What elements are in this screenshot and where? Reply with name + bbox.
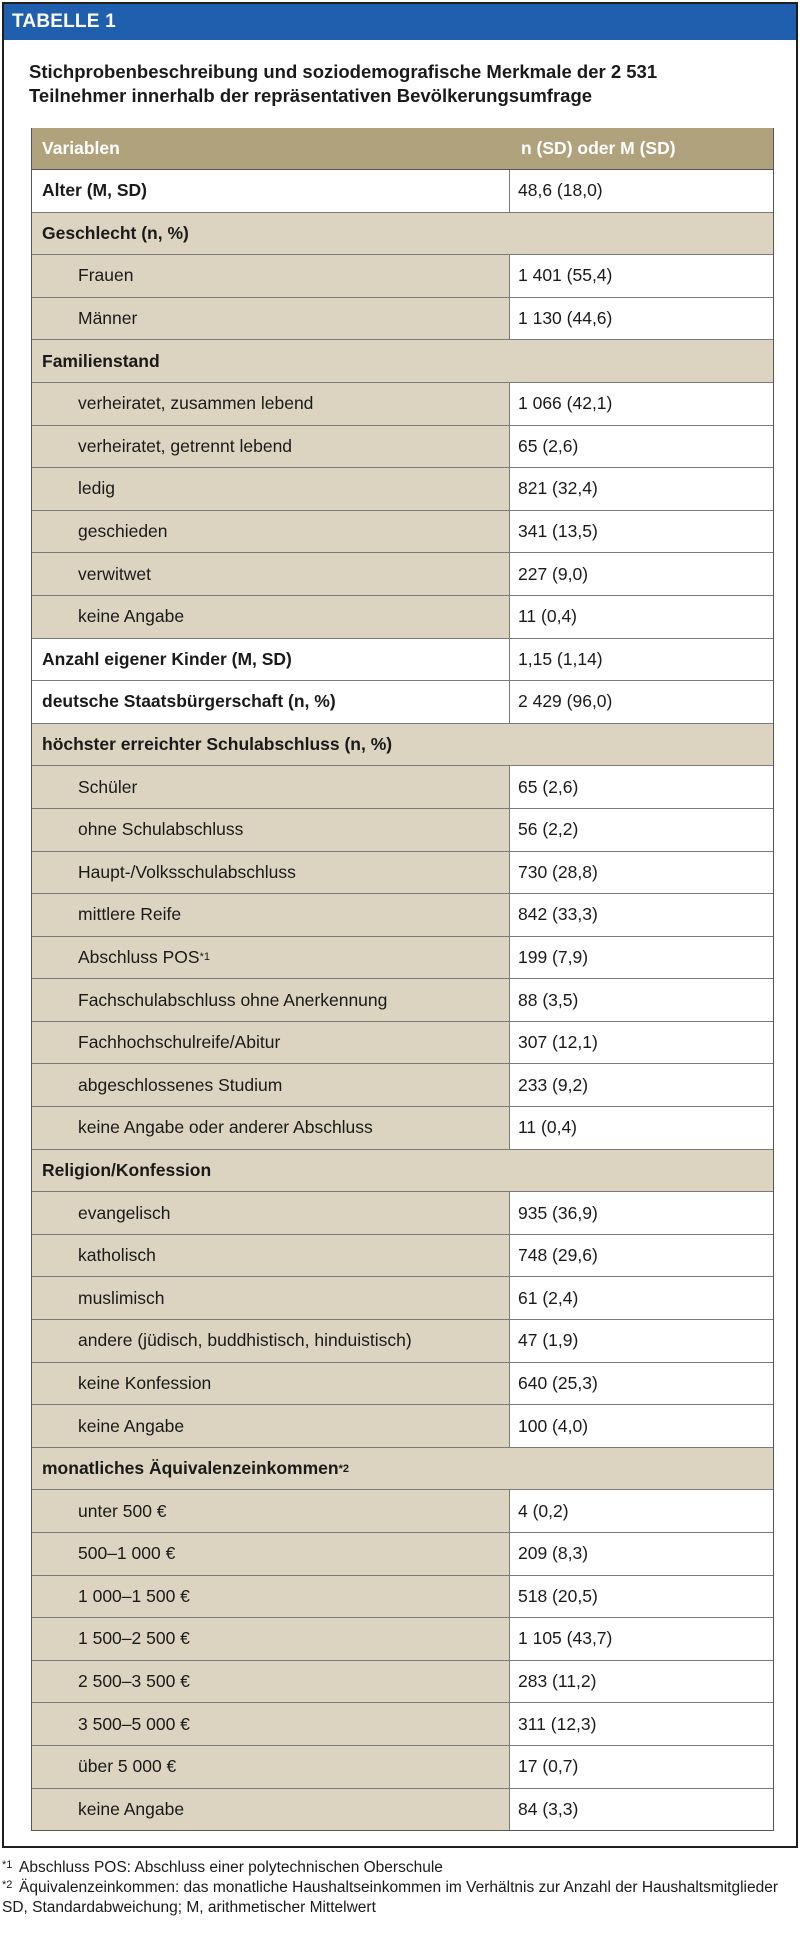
label-text: evangelisch [78,1202,171,1223]
table-row [32,766,773,809]
footnote-text: SD, Standardabweichung; M, arithmetischer Mittelwert [2,1899,376,1916]
table-row [32,1746,773,1789]
row-label [32,894,509,936]
section-label [32,1150,773,1192]
table-header-row [32,128,773,170]
row-value: 283 (11,2) [509,1661,773,1703]
table-row [32,383,773,426]
label-text: keine Konfession [78,1372,212,1393]
section-row [32,213,773,256]
row-label [32,852,509,894]
table-row [32,639,773,682]
table-row [32,1661,773,1704]
label-text: Fachschulabschluss ohne Anerkennung [78,989,388,1010]
table-row [32,1320,773,1363]
footnote-marker: *2 [2,1879,13,1891]
row-value: 84 (3,3) [509,1789,773,1831]
row-value: 935 (36,9) [509,1192,773,1234]
label-text: 1 500–2 500 € [78,1628,190,1649]
table-row [32,681,773,724]
table-row [32,1064,773,1107]
row-label [32,1107,509,1149]
row-value: 748 (29,6) [509,1235,773,1277]
footnote-text: Äquivalenzeinkommen: das monatliche Haushaltseinkommen im Verhältnis zur Anzahl der Haushaltsmitglieder [19,1879,779,1896]
label-text: andere (jüdisch, buddhistisch, hinduistisch) [78,1330,412,1351]
label-text: 500–1 000 € [78,1543,176,1564]
table-row [32,852,773,895]
row-value: 341 (13,5) [509,511,773,553]
label-text: Familienstand [42,350,160,371]
row-label [32,1703,509,1745]
row-label [32,1235,509,1277]
row-label [32,383,509,425]
row-label [32,468,509,510]
table-row [32,596,773,639]
row-value: 307 (12,1) [509,1022,773,1064]
label-text: keine Angabe [78,1798,185,1819]
label-text: muslimisch [78,1287,165,1308]
table-row [32,1235,773,1278]
table-row [32,553,773,596]
row-value: 821 (32,4) [509,468,773,510]
row-label [32,1661,509,1703]
row-value: 4 (0,2) [509,1490,773,1532]
row-value: 1 130 (44,6) [509,298,773,340]
row-value: 1,15 (1,14) [509,639,773,681]
section-label [32,724,773,766]
row-label [32,979,509,1021]
label-text: Alter (M, SD) [42,180,147,201]
row-value: 1 401 (55,4) [509,255,773,297]
row-value: 209 (8,3) [509,1533,773,1575]
row-label [32,681,509,723]
label-text: Männer [78,308,138,329]
label-text: 2 500–3 500 € [78,1671,190,1692]
row-value: 640 (25,3) [509,1363,773,1405]
table-row [32,894,773,937]
table-row [32,298,773,341]
label-text: keine Angabe oder anderer Abschluss [78,1117,373,1138]
row-value: 730 (28,8) [509,852,773,894]
table-row [32,1576,773,1619]
row-label [32,1320,509,1362]
row-value: 56 (2,2) [509,809,773,851]
table-caption [29,60,769,108]
caption-line-2: Teilnehmer innerhalb der repräsentativen Bevölkerungsumfrage [29,85,593,106]
row-label [32,553,509,595]
footnote [2,1858,792,1878]
table-row [32,1490,773,1533]
label-text: verheiratet, getrennt lebend [78,435,293,456]
row-value: 100 (4,0) [509,1405,773,1447]
row-label [32,170,509,212]
row-value: 233 (9,2) [509,1064,773,1106]
label-text: höchster erreichter Schulabschluss (n, %) [42,734,393,755]
label-text: über 5 000 € [78,1756,177,1777]
row-value: 11 (0,4) [509,1107,773,1149]
label-text: abgeschlossenes Studium [78,1074,283,1095]
row-value: 227 (9,0) [509,553,773,595]
row-label [32,809,509,851]
label-text: Religion/Konfession [42,1159,212,1180]
row-label [32,1064,509,1106]
table-row [32,255,773,298]
row-value: 48,6 (18,0) [509,170,773,212]
row-label [32,1022,509,1064]
table-row [32,511,773,554]
table-row [32,468,773,511]
row-value: 65 (2,6) [509,766,773,808]
section-row [32,340,773,383]
table-row [32,1405,773,1448]
row-label [32,1576,509,1618]
row-label [32,1192,509,1234]
header-values: n (SD) oder M (SD) [521,138,676,158]
label-text: ohne Schulabschluss [78,819,244,840]
row-label [32,1789,509,1831]
table-number: TABELLE 1 [4,4,796,40]
label-text: unter 500 € [78,1500,167,1521]
row-label [32,596,509,638]
row-value: 61 (2,4) [509,1277,773,1319]
section-label [32,340,773,382]
table-row [32,809,773,852]
row-value: 199 (7,9) [509,937,773,979]
label-text: Frauen [78,265,134,286]
label-text: ledig [78,478,115,499]
label-text: katholisch [78,1245,156,1266]
label-text: geschieden [78,521,168,542]
row-label [32,1746,509,1788]
label-text: 1 000–1 500 € [78,1585,190,1606]
row-value: 1 066 (42,1) [509,383,773,425]
row-value: 1 105 (43,7) [509,1618,773,1660]
footnote [2,1898,792,1918]
table-frame [2,2,798,1848]
row-value: 65 (2,6) [509,426,773,468]
caption-line-1: Stichprobenbeschreibung und soziodemografische Merkmale der 2 531 [29,61,658,82]
footnote [2,1878,792,1898]
table-row [32,170,773,213]
label-text: Haupt-/Volksschulabschluss [78,861,296,882]
row-value: 47 (1,9) [509,1320,773,1362]
row-label [32,1618,509,1660]
footnote-marker: *1 [2,1859,13,1871]
row-label: Abschluss POS *1 [78,946,210,967]
section-label [32,213,773,255]
row-label [32,1363,509,1405]
row-value: 88 (3,5) [509,979,773,1021]
table-row [32,979,773,1022]
label-text: verwitwet [78,563,151,584]
table-row [32,1789,773,1832]
label-text: Anzahl eigener Kinder (M, SD) [42,648,292,669]
row-value: 518 (20,5) [509,1576,773,1618]
data-table [31,128,774,1831]
row-value: 311 (12,3) [509,1703,773,1745]
label-text: keine Angabe [78,606,185,627]
label-text: Schüler [78,776,138,797]
section-row [32,1448,773,1491]
table-row [32,1363,773,1406]
footnote-text: Abschluss POS: Abschluss einer polytechnischen Oberschule [19,1859,443,1876]
table-row [32,1618,773,1661]
table-row [32,1533,773,1576]
row-label [32,511,509,553]
table-row [32,1703,773,1746]
table-row [32,1107,773,1150]
row-label [32,639,509,681]
section-row [32,724,773,767]
table-row [32,426,773,469]
row-label [32,1490,509,1532]
row-label [32,426,509,468]
label-text: Fachhochschulreife/Abitur [78,1032,281,1053]
row-value: 11 (0,4) [509,596,773,638]
row-label [32,255,509,297]
label-text: monatliches Äquivalenzeinkommen [42,1458,339,1479]
row-label [32,1405,509,1447]
table-row [32,1192,773,1235]
label-text: verheiratet, zusammen lebend [78,393,314,414]
footnotes [2,1858,792,1918]
label-text: Abschluss POS [78,946,200,967]
label-text: Geschlecht (n, %) [42,222,189,243]
table-row [32,937,773,980]
section-row [32,1150,773,1193]
section-label: monatliches Äquivalenzeinkommen *2 [42,1458,350,1479]
label-text: deutsche Staatsbürgerschaft (n, %) [42,691,336,712]
row-value: 17 (0,7) [509,1746,773,1788]
label-text: mittlere Reife [78,904,182,925]
row-value: 2 429 (96,0) [509,681,773,723]
row-label [32,1533,509,1575]
row-label [32,766,509,808]
header-variablen: Variablen [42,138,120,158]
row-label [32,1277,509,1319]
label-text: keine Angabe [78,1415,185,1436]
table-row [32,1277,773,1320]
row-label [32,298,509,340]
table-row [32,1022,773,1065]
row-value: 842 (33,3) [509,894,773,936]
label-text: 3 500–5 000 € [78,1713,190,1734]
